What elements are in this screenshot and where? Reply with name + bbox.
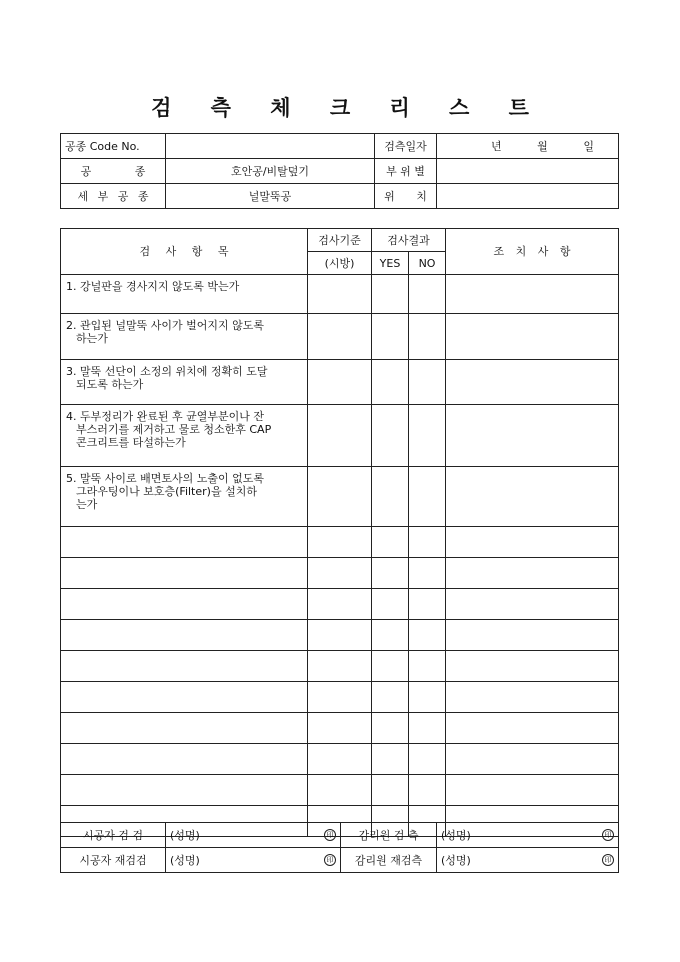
blank-row [61,713,619,744]
blank-item-cell[interactable] [61,558,308,589]
blank-cell[interactable] [446,682,619,713]
checklist-table [60,228,619,837]
checklist-item [61,314,308,360]
signature-table [60,822,619,873]
checklist-row [61,275,619,314]
blank-row [61,589,619,620]
work-type-label: 공 종 [61,159,166,184]
checklist-item-text: 그라우팅이나 보호층(Filter)을 설치하 [76,485,257,498]
blank-row [61,558,619,589]
checklist-item-text: 3. 말뚝 선단이 소정의 위치에 정확히 도달 [66,365,268,378]
no-checkbox[interactable] [409,405,446,467]
inspection-date-label: 검측일자 [375,134,437,159]
blank-cell[interactable] [409,558,446,589]
blank-cell[interactable] [409,527,446,558]
seal-icon: 印 [602,854,614,866]
seal-icon: 印 [324,854,336,866]
part-field[interactable] [437,159,619,184]
detail-work-label: 세 부 공 종 [61,184,166,209]
contractor-reinspect-label: 시공자 재검검 [61,848,166,873]
blank-cell[interactable] [372,744,409,775]
seal-icon: 印 [602,829,614,841]
work-type-code-label: 공종 Code No. [61,134,166,159]
supervisor-inspect-label: 감리원 검 측 [341,823,437,848]
checklist-item-text: 콘크리트를 타설하는가 [76,436,186,449]
seal-icon: 印 [324,829,336,841]
name-placeholder: (성명) [170,829,200,842]
blank-cell[interactable] [372,682,409,713]
standard-cell [308,275,372,314]
header-yes: YES [372,252,409,275]
blank-cell[interactable] [446,620,619,651]
blank-cell[interactable] [446,744,619,775]
checklist-item-text: 되도록 하는가 [76,378,144,391]
checklist-item-text: 5. 말뚝 사이로 배면토사의 노출이 없도록 [66,472,264,485]
name-placeholder: (성명) [170,854,200,867]
blank-cell[interactable] [372,775,409,806]
work-type-code-field[interactable] [166,134,375,159]
checklist-item-text: 는가 [76,498,98,511]
no-checkbox[interactable] [409,467,446,527]
blank-row [61,744,619,775]
no-checkbox[interactable] [409,275,446,314]
blank-item-cell[interactable] [61,775,308,806]
blank-item-cell[interactable] [61,589,308,620]
no-checkbox[interactable] [409,314,446,360]
header-no: NO [409,252,446,275]
header-result: 검사결과 [372,229,446,252]
checklist-item [61,405,308,467]
supervisor-reinspect-label: 감리원 재검측 [341,848,437,873]
checklist-item-text: 1. 강널판을 경사지지 않도록 박는가 [66,280,240,293]
header-action: 조 치 사 항 [446,229,619,275]
blank-item-cell[interactable] [61,620,308,651]
blank-cell[interactable] [409,651,446,682]
contractor-reinspect-sign-field[interactable] [166,848,341,873]
blank-row [61,775,619,806]
standard-cell [308,360,372,405]
action-cell[interactable] [446,275,619,314]
blank-cell[interactable] [372,558,409,589]
blank-cell[interactable] [446,558,619,589]
date-year-label: 년 [491,140,502,153]
blank-cell[interactable] [409,682,446,713]
header-standard-line2: (시방) [308,252,372,275]
action-cell[interactable] [446,405,619,467]
blank-cell[interactable] [446,651,619,682]
date-day-label: 일 [583,140,594,153]
yes-checkbox[interactable] [372,405,409,467]
checklist-item-text: 2. 관입된 널말뚝 사이가 벌어지지 않도록 [66,319,264,332]
header-items: 검 사 항 목 [61,229,308,275]
detail-work-field[interactable]: 널말뚝공 [166,184,375,209]
blank-cell[interactable] [308,527,372,558]
blank-item-cell[interactable] [61,682,308,713]
blank-cell[interactable] [308,775,372,806]
yes-checkbox[interactable] [372,467,409,527]
blank-cell[interactable] [308,589,372,620]
checklist-item [61,275,308,314]
page-title: 검 측 체 크 리 스 트 [151,95,545,120]
blank-item-cell[interactable] [61,713,308,744]
name-placeholder: (성명) [441,829,471,842]
name-placeholder: (성명) [441,854,471,867]
standard-cell [308,314,372,360]
contractor-inspect-sign-field[interactable] [166,823,341,848]
checklist-item-text: 부스러기를 제거하고 물로 청소한후 CAP [76,423,272,436]
blank-cell[interactable] [372,651,409,682]
work-type-field[interactable]: 호안공/비탈덮기 [166,159,375,184]
blank-cell[interactable] [372,527,409,558]
blank-cell[interactable] [372,589,409,620]
part-label: 부 위 별 [375,159,437,184]
blank-cell[interactable] [372,713,409,744]
date-month-label: 월 [537,140,548,153]
blank-row [61,682,619,713]
action-cell[interactable] [446,467,619,527]
inspection-date-field[interactable] [437,134,619,159]
blank-cell[interactable] [446,527,619,558]
blank-item-cell[interactable] [61,527,308,558]
location-field[interactable] [437,184,619,209]
yes-checkbox[interactable] [372,275,409,314]
info-table [60,133,619,209]
blank-row [61,651,619,682]
blank-cell[interactable] [409,620,446,651]
blank-cell[interactable] [308,620,372,651]
supervisor-reinspect-sign-field[interactable] [437,848,619,873]
blank-cell[interactable] [308,651,372,682]
action-cell[interactable] [446,360,619,405]
blank-cell[interactable] [308,558,372,589]
no-checkbox[interactable] [409,360,446,405]
yes-checkbox[interactable] [372,360,409,405]
blank-item-cell[interactable] [61,744,308,775]
checklist-row [61,467,619,527]
checklist-row [61,360,619,405]
supervisor-inspect-sign-field[interactable] [437,823,619,848]
yes-checkbox[interactable] [372,314,409,360]
blank-cell[interactable] [308,682,372,713]
checklist-item-text: 4. 두부정리가 완료된 후 균열부분이나 잔 [66,410,264,423]
blank-item-cell[interactable] [61,651,308,682]
blank-cell[interactable] [446,589,619,620]
blank-cell[interactable] [446,775,619,806]
blank-cell[interactable] [308,713,372,744]
blank-cell[interactable] [409,775,446,806]
blank-row [61,527,619,558]
checklist-row [61,405,619,467]
checklist-item [61,360,308,405]
blank-row [61,620,619,651]
blank-cell[interactable] [372,620,409,651]
checklist-item-text: 하는가 [76,332,108,345]
action-cell[interactable] [446,314,619,360]
blank-cell[interactable] [409,713,446,744]
contractor-inspect-label: 시공자 검 검 [61,823,166,848]
standard-cell [308,405,372,467]
standard-cell [308,467,372,527]
blank-cell[interactable] [409,744,446,775]
blank-cell[interactable] [308,744,372,775]
location-label: 위 치 [375,184,437,209]
header-standard-line1: 검사기준 [308,229,372,252]
checklist-item [61,467,308,527]
blank-cell[interactable] [446,713,619,744]
checklist-row [61,314,619,360]
blank-cell[interactable] [409,589,446,620]
